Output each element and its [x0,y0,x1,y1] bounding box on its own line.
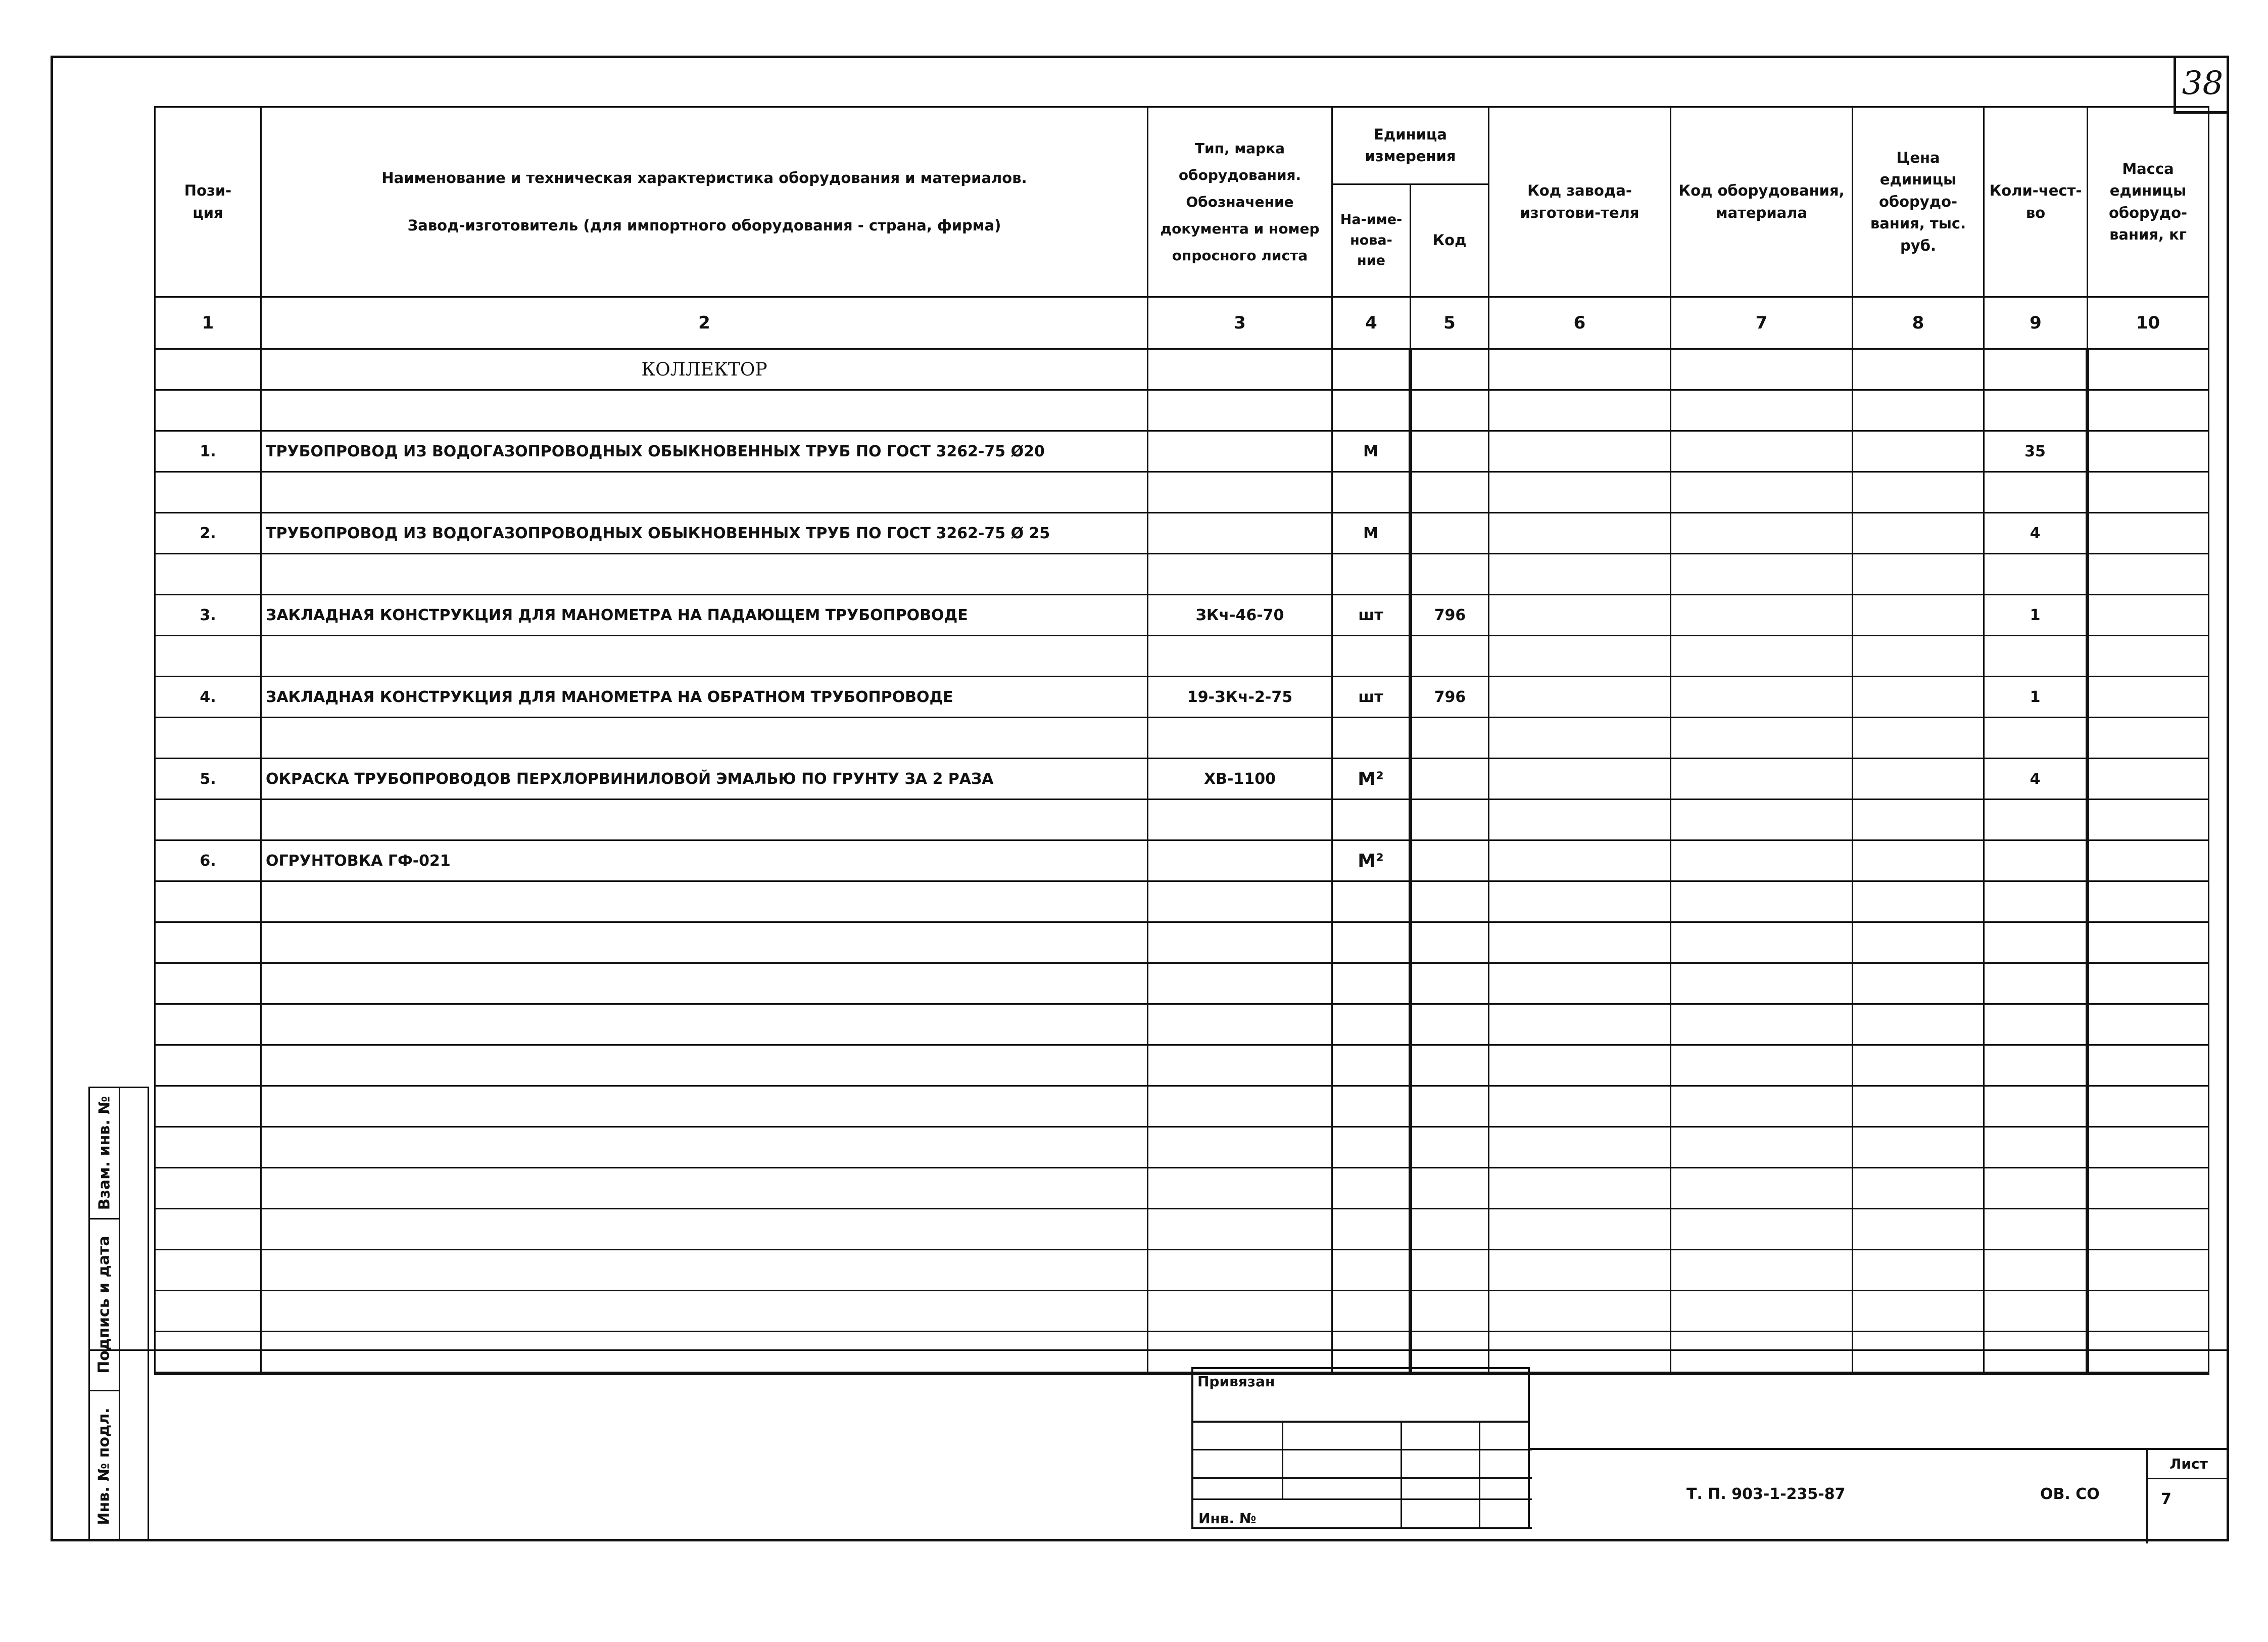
table-row [155,472,2209,513]
section-row [155,349,2209,390]
sheet-label: Лист [2148,1450,2229,1479]
table-row [155,1332,2209,1374]
item-unit: М² [1332,840,1411,881]
side-cell-inv [90,1391,120,1541]
item-unit: М [1332,513,1411,554]
item-position: 2. [155,513,261,554]
stamp-grid-line [1282,1423,1283,1498]
table-row [155,1127,2209,1168]
item-type [1148,513,1332,554]
stamp-grid-line [1193,1527,1532,1529]
table-row [155,431,2209,472]
item-quantity: 1 [1984,595,2088,636]
item-name: ТРУБОПРОВОД ИЗ ВОДОГАЗОПРОВОДНЫХ ОБЫКНОВЕННЫХ ТРУБ ПО ГОСТ 3262-75 Ø 25 [261,513,1148,554]
stamp-grid-line [1193,1498,1532,1500]
title-block [1530,1448,2229,1541]
item-unit: шт [1332,677,1411,718]
column-number-8: 8 [1853,297,1984,349]
item-name: ОГРУНТОВКА ГФ-021 [261,840,1148,881]
item-unit: М² [1332,759,1411,800]
item-type: ХВ-1100 [1148,759,1332,800]
header-mass: Масса единицы оборудо-вания, кг [2088,107,2209,297]
table-row [155,1168,2209,1209]
item-quantity: 4 [1984,759,2088,800]
side-cell-podpis [90,1219,120,1391]
side-cell-vzam [90,1088,120,1219]
column-number-6: 6 [1489,297,1671,349]
header-equipment-code: Код оборудования, материала [1671,107,1853,297]
item-unit-code [1411,840,1489,881]
table-row [155,636,2209,677]
item-position: 4. [155,677,261,718]
table-row [155,677,2209,718]
item-name: ОКРАСКА ТРУБОПРОВОДОВ ПЕРХЛОРВИНИЛОВОЙ ЭМАЛЬЮ ПО ГРУНТУ ЗА 2 РАЗА [261,759,1148,800]
table-row [155,1004,2209,1045]
side-label-podpis: Подпись и дата [95,1236,113,1374]
header-quantity: Коли-чест-во [1984,107,2088,297]
table-row [155,800,2209,840]
table-row [155,1250,2209,1291]
specification-table [154,106,2209,1375]
item-type [1148,431,1332,472]
document-code: Т. П. 903-1-235-87 [1686,1485,1846,1503]
stamp-inv-label: Инв. № [1198,1510,1257,1527]
item-name: ЗАКЛАДНАЯ КОНСТРУКЦИЯ ДЛЯ МАНОМЕТРА НА ОБРАТНОМ ТРУБОПРОВОДЕ [261,677,1148,718]
sheet-number-box [2146,1450,2229,1543]
stamp-grid [1191,1423,1530,1529]
item-type [1148,840,1332,881]
column-number-5: 5 [1411,297,1489,349]
item-position: 5. [155,759,261,800]
table-row [155,513,2209,554]
item-unit: М [1332,431,1411,472]
sheet-number: 7 [2161,1490,2172,1508]
table-row [155,1086,2209,1127]
item-unit-code [1411,513,1489,554]
table-row [155,759,2209,800]
side-label-inv: Инв. № подл. [95,1408,114,1525]
column-number-2: 2 [261,297,1148,349]
header-factory-code: Код завода-изготови-теля [1489,107,1671,297]
column-number-7: 7 [1671,297,1853,349]
document-mark: ОВ. СО [2040,1485,2100,1503]
header-unit-code: Код [1411,184,1489,297]
side-label-vzam: Взам. инв. № [95,1096,114,1210]
header-name [261,107,1148,297]
handwritten-sheet-number: 38 [2174,56,2229,114]
stamp-title: Привязан [1191,1367,1530,1423]
stamp-grid-line [1193,1449,1532,1450]
table-row [155,840,2209,881]
header-price: Цена единицы оборудо-вания, тыс. руб. [1853,107,1984,297]
table-row [155,718,2209,759]
stamp-grid-line [1193,1477,1532,1479]
stamp-grid-line [1401,1423,1402,1529]
table-row [155,390,2209,431]
stamp-grid-line [1479,1423,1480,1529]
header-unit-name: На-име-нова-ние [1332,184,1411,297]
item-unit-code [1411,431,1489,472]
item-type: ЗКч-46-70 [1148,595,1332,636]
header-position: Пози- ция [155,107,261,297]
item-type: 19-ЗКч-2-75 [1148,677,1332,718]
column-number-1: 1 [155,297,261,349]
item-quantity: 35 [1984,431,2088,472]
table-row [155,554,2209,595]
left-side-stamp [88,1087,149,1541]
item-unit-code [1411,759,1489,800]
table-row [155,1045,2209,1086]
item-unit: шт [1332,595,1411,636]
item-name: ТРУБОПРОВОД ИЗ ВОДОГАЗОПРОВОДНЫХ ОБЫКНОВЕННЫХ ТРУБ ПО ГОСТ 3262-75 Ø20 [261,431,1148,472]
item-unit-code: 796 [1411,595,1489,636]
table-row [155,963,2209,1004]
column-number-3: 3 [1148,297,1332,349]
table-row [155,1291,2209,1332]
item-name: ЗАКЛАДНАЯ КОНСТРУКЦИЯ ДЛЯ МАНОМЕТРА НА ПАДАЮЩЕМ ТРУБОПРОВОДЕ [261,595,1148,636]
item-quantity: 4 [1984,513,2088,554]
item-unit-code: 796 [1411,677,1489,718]
table-row [155,595,2209,636]
table-row [155,881,2209,922]
header-type: Тип, марка оборудования. Обозначение документа и номер опросного листа [1148,107,1332,297]
header-name-line2: Завод-изготовитель (для импортного оборудования - страна, фирма) [407,216,1001,234]
item-position: 6. [155,840,261,881]
section-title: КОЛЛЕКТОР [261,349,1148,390]
table-row [155,922,2209,963]
column-number-10: 10 [2088,297,2209,349]
table-row [155,1209,2209,1250]
item-quantity: 1 [1984,677,2088,718]
item-position: 3. [155,595,261,636]
item-quantity [1984,840,2088,881]
header-unit-group: Единица измерения [1332,107,1489,184]
binding-stamp [1191,1367,1530,1529]
header-name-line1: Наименование и техническая характеристика оборудования и материалов. [381,169,1027,186]
column-number-4: 4 [1332,297,1411,349]
column-number-9: 9 [1984,297,2088,349]
table-bottom-border [88,1349,2229,1351]
item-position: 1. [155,431,261,472]
